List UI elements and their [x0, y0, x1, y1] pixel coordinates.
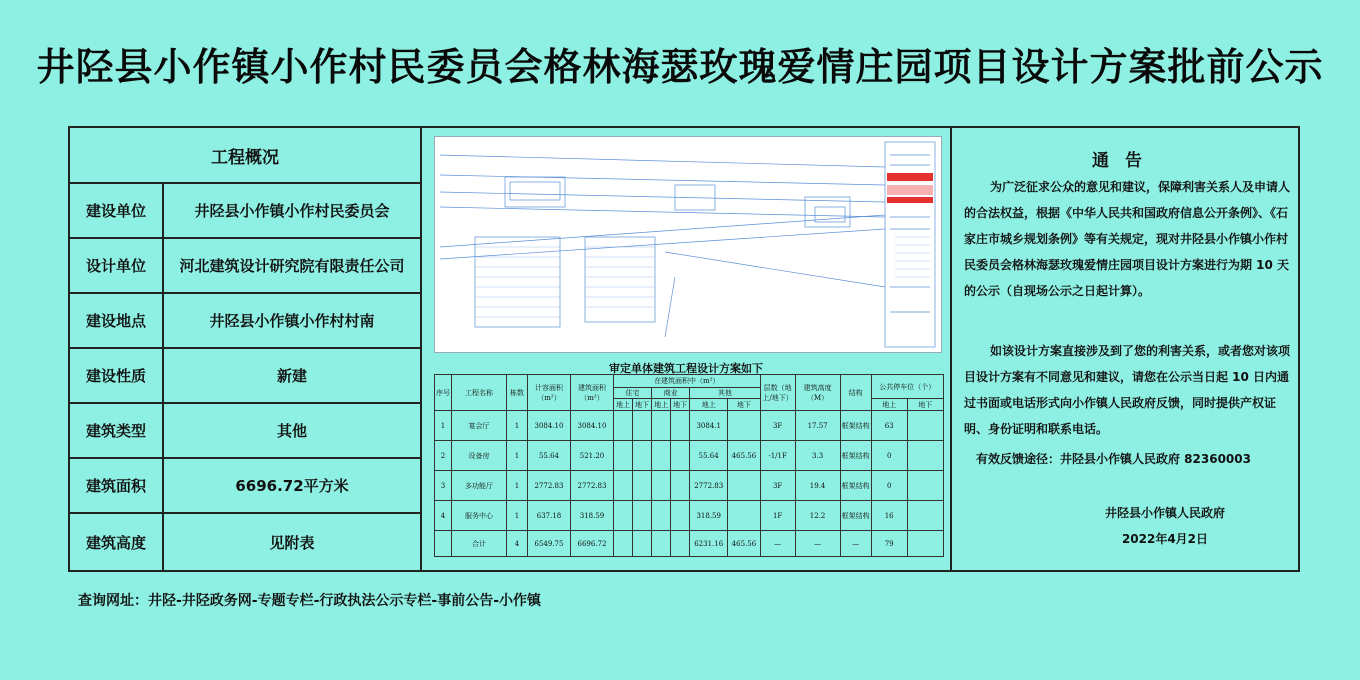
cell: 16 — [871, 501, 907, 531]
cell — [633, 411, 652, 441]
overview-label: 建设单位 — [70, 184, 164, 237]
th-above: 地上 — [871, 399, 907, 411]
cell: 3 — [435, 471, 452, 501]
cell: 0 — [871, 471, 907, 501]
cell: 465.56 — [728, 441, 760, 471]
overview-label: 建设性质 — [70, 349, 164, 402]
cell: 3084.10 — [571, 411, 614, 441]
feedback-line: 有效反馈途径：井陉县小作镇人民政府 82360003 — [976, 452, 1251, 466]
overview-row — [70, 459, 420, 514]
cell — [652, 441, 671, 471]
cell: 637.18 — [528, 501, 571, 531]
th-other: 其他 — [690, 388, 760, 399]
cell: 6696.72 — [571, 531, 614, 557]
th-below: 地下 — [671, 399, 690, 411]
notice-date: 2022年4月2日 — [1121, 532, 1209, 546]
cell — [907, 441, 943, 471]
notice-panel — [952, 128, 1298, 570]
cell: 19.4 — [795, 471, 840, 501]
overview-value: 见附表 — [269, 533, 315, 552]
table-row — [435, 471, 944, 501]
th-group: 在建筑面积中（m²） — [614, 375, 761, 388]
spec-table-title: 审定单体建筑工程设计方案如下 — [609, 362, 763, 375]
cell — [652, 471, 671, 501]
cell: 79 — [871, 531, 907, 557]
cell: 465.56 — [728, 531, 760, 557]
notice-board — [68, 126, 1300, 572]
cell — [907, 471, 943, 501]
cell: 框架结构 — [840, 471, 871, 501]
th-above: 地上 — [690, 399, 728, 411]
signer: 井陉县小作镇人民政府 — [1104, 506, 1225, 520]
overview-value: 井陉县小作镇小作村民委员会 — [194, 202, 390, 220]
cell: 318.59 — [571, 501, 614, 531]
cell: 521.20 — [571, 441, 614, 471]
cell: 合计 — [452, 531, 507, 557]
cell: 2772.83 — [528, 471, 571, 501]
cell — [633, 501, 652, 531]
th-build-area: 建筑面积（m²） — [571, 375, 614, 411]
notice-title: 通告 — [1092, 151, 1158, 171]
cell: 2 — [435, 441, 452, 471]
cell — [614, 471, 633, 501]
overview-row — [70, 514, 420, 570]
th-height: 建筑高度（M） — [795, 375, 840, 411]
cell: 1 — [507, 411, 528, 441]
cell: 3084.1 — [690, 411, 728, 441]
site-plan-svg — [435, 137, 941, 352]
cell — [671, 501, 690, 531]
cell — [435, 531, 452, 557]
cell — [907, 501, 943, 531]
cell — [633, 471, 652, 501]
table-row — [435, 501, 944, 531]
th-floors: 层数（地上/地下） — [760, 375, 795, 411]
notice-paragraph: 如该设计方案直接涉及到了您的利害关系，或者您对该项目设计方案有不同意见和建议，请您在公示当日起 10 日内通过书面或电话形式向小作镇人民政府反馈，同时提供产权证明、身份证明和联系电话。 — [964, 344, 1291, 436]
cell: 1 — [435, 411, 452, 441]
cell — [671, 471, 690, 501]
cell — [728, 501, 760, 531]
overview-value: 井陉县小作镇小作村村南 — [209, 312, 375, 330]
cell — [652, 411, 671, 441]
cell: -1/1F — [760, 441, 795, 471]
cell: 2772.83 — [690, 471, 728, 501]
th-below: 地下 — [633, 399, 652, 411]
spec-table — [434, 374, 944, 557]
cell: — — [760, 531, 795, 557]
cell: 3084.10 — [528, 411, 571, 441]
overview-row — [70, 184, 420, 239]
overview-row — [70, 404, 420, 459]
overview-label: 建筑面积 — [70, 459, 164, 512]
cell: 1 — [507, 471, 528, 501]
cell: 4 — [435, 501, 452, 531]
overview-heading: 工程概况 — [70, 128, 420, 184]
cell: 3F — [760, 411, 795, 441]
th-below: 地下 — [728, 399, 760, 411]
cell: 17.57 — [795, 411, 840, 441]
cell: 1 — [507, 501, 528, 531]
th-calc-area: 计容面积（m²） — [528, 375, 571, 411]
cell: 4 — [507, 531, 528, 557]
th-commercial: 商业 — [652, 388, 690, 399]
site-plan-drawing — [434, 136, 942, 353]
cell: 55.64 — [690, 441, 728, 471]
th-residential: 住宅 — [614, 388, 652, 399]
cell: 6231.16 — [690, 531, 728, 557]
cell: 2772.83 — [571, 471, 614, 501]
overview-panel — [70, 128, 422, 570]
cell: 6549.75 — [528, 531, 571, 557]
cell: 1 — [507, 441, 528, 471]
cell: 多功能厅 — [452, 471, 507, 501]
cell — [728, 411, 760, 441]
cell — [614, 531, 633, 557]
cell: 12.2 — [795, 501, 840, 531]
overview-value: 新建 — [276, 367, 307, 385]
cell — [652, 501, 671, 531]
cell: 框架结构 — [840, 501, 871, 531]
overview-label: 设计单位 — [70, 239, 164, 292]
th-above: 地上 — [652, 399, 671, 411]
th-parking: 公共停车位（个） — [871, 375, 943, 399]
table-total-row — [435, 531, 944, 557]
cell: 318.59 — [690, 501, 728, 531]
th-seq: 序号 — [435, 375, 452, 411]
cell: 63 — [871, 411, 907, 441]
th-structure: 结构 — [840, 375, 871, 411]
cell — [614, 501, 633, 531]
overview-value: 其他 — [276, 422, 307, 440]
cell — [728, 471, 760, 501]
cell — [671, 441, 690, 471]
overview-row — [70, 294, 420, 349]
page-title: 井陉县小作镇小作村民委员会格林海瑟玫瑰爱情庄园项目设计方案批前公示 — [36, 45, 1324, 89]
th-name: 工程名称 — [452, 375, 507, 411]
cell: — — [840, 531, 871, 557]
cell: 0 — [871, 441, 907, 471]
notice-paragraph: 为广泛征求公众的意见和建议，保障利害关系人及申请人的合法权益，根据《中华人民共和国政府信息公开条例》、《石家庄市城乡规划条例》等有关规定，现对井陉县小作镇小作村民委员会格林海瑟玫瑰爱情庄园项目设计方案进行为期 10 天的公示（自现场公示之日起计算）。 — [964, 180, 1291, 298]
cell — [907, 531, 943, 557]
cell: 设备房 — [452, 441, 507, 471]
overview-row — [70, 349, 420, 404]
query-url: 查询网址：井陉-井陉政务网-专题专栏-行政执法公示专栏-事前公告-小作镇 — [78, 593, 542, 609]
cell — [633, 531, 652, 557]
plan-panel — [422, 128, 952, 570]
th-above: 地上 — [614, 399, 633, 411]
cell: 3F — [760, 471, 795, 501]
th-count: 栋数 — [507, 375, 528, 411]
table-row — [435, 411, 944, 441]
cell — [652, 531, 671, 557]
cell: 55.64 — [528, 441, 571, 471]
cell — [671, 411, 690, 441]
overview-row — [70, 239, 420, 294]
overview-value: 河北建筑设计研究院有限责任公司 — [179, 257, 405, 275]
cell: 服务中心 — [452, 501, 507, 531]
cell: 框架结构 — [840, 441, 871, 471]
cell: 1F — [760, 501, 795, 531]
overview-label: 建筑类型 — [70, 404, 164, 457]
overview-value: 6696.72平方米 — [235, 477, 349, 495]
cell: 宴会厅 — [452, 411, 507, 441]
cell — [907, 411, 943, 441]
cell — [614, 441, 633, 471]
cell: — — [795, 531, 840, 557]
cell: 3.3 — [795, 441, 840, 471]
cell: 框架结构 — [840, 411, 871, 441]
th-below: 地下 — [907, 399, 943, 411]
overview-label: 建筑高度 — [70, 514, 164, 570]
cell — [633, 441, 652, 471]
cell — [614, 411, 633, 441]
table-row — [435, 441, 944, 471]
overview-label: 建设地点 — [70, 294, 164, 347]
cell — [671, 531, 690, 557]
